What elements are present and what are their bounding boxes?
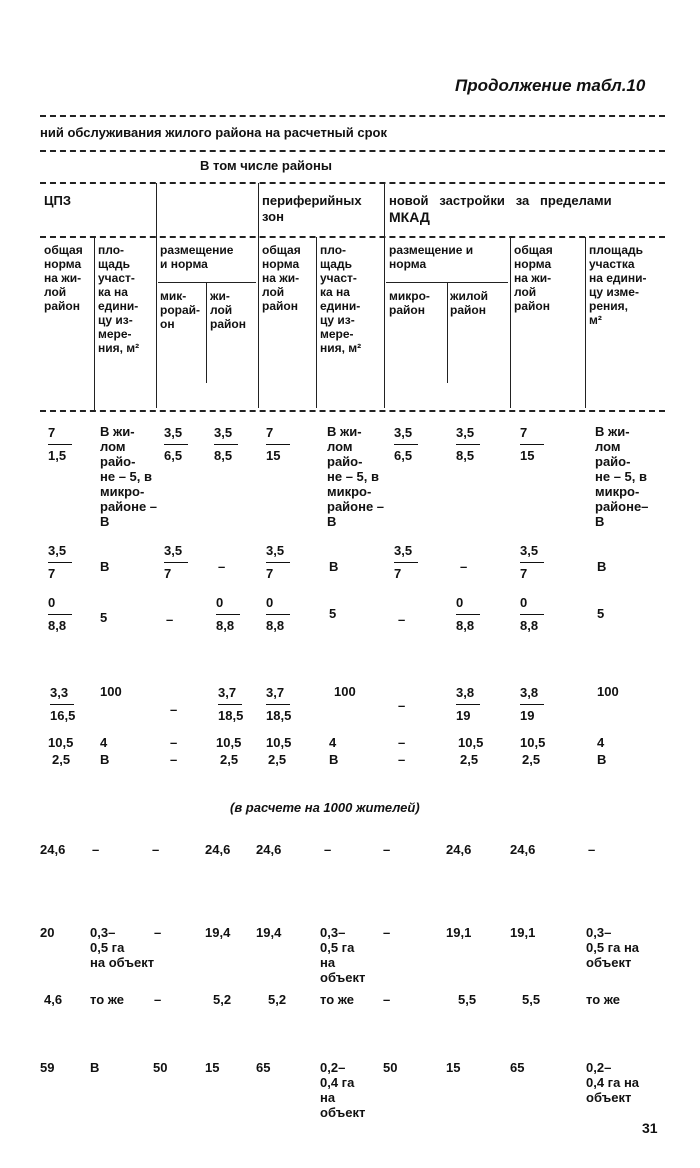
group-new-development: новой застройки за пределами (389, 193, 612, 208)
numerator: 0 (266, 595, 274, 610)
fraction-cell (48, 424, 72, 465)
col-header-area-per-unit: пло- щадь участ- ка на едини- цу из- мере- ния, м² (320, 243, 362, 355)
numerator: 3,7 (266, 685, 285, 700)
denominator: 15 (520, 448, 535, 463)
divider (40, 150, 665, 152)
table-cell: 19,1 (446, 925, 472, 940)
denominator: 8,8 (520, 618, 539, 633)
numerator: 7 (48, 425, 56, 440)
table-cell: – (460, 559, 468, 574)
column-rule (585, 237, 586, 408)
fraction-cell (266, 542, 290, 583)
table-cell: то же (320, 992, 355, 1007)
table-cell: 65 (256, 1060, 271, 1075)
table-cell: – (398, 752, 406, 767)
denominator: 7 (394, 566, 402, 581)
col-header-microdistrict: мик- рорай- он (160, 289, 201, 331)
table-cell: – (154, 992, 162, 1007)
table-cell: В (100, 752, 110, 767)
group-mkad: МКАД (389, 209, 430, 225)
table-caption: ний обслуживания жилого района на расчетный срок (40, 125, 387, 140)
denominator: 8,5 (214, 448, 233, 463)
table-cell: В (100, 559, 110, 574)
fraction-cell (164, 542, 188, 583)
denominator: 7 (164, 566, 172, 581)
denominator: 6,5 (394, 448, 413, 463)
denominator: 7 (520, 566, 528, 581)
divider (40, 236, 665, 238)
table-cell: 100 (334, 684, 356, 699)
denominator: 19 (456, 708, 471, 723)
numerator: 3,3 (50, 685, 69, 700)
table-cell: 2,5 (268, 752, 287, 767)
denominator: 8,5 (456, 448, 475, 463)
table-cell: – (170, 702, 178, 717)
table-cell: 2,5 (220, 752, 239, 767)
col-header-area-per-unit: пло- щадь участ- ка на едини- цу из- мере- ния, м² (98, 243, 140, 355)
table-cell: 5,2 (213, 992, 232, 1007)
table-cell: 100 (597, 684, 619, 699)
numerator: 3,5 (456, 425, 475, 440)
denominator: 8,8 (266, 618, 285, 633)
denominator: 7 (48, 566, 56, 581)
numerator: 0 (520, 595, 528, 610)
table-cell: 5,5 (522, 992, 541, 1007)
col-header-total-norm: общая норма на жи- лой район (262, 243, 301, 313)
column-rule (510, 237, 511, 408)
table-cell: 5 (100, 610, 108, 625)
table-cell: В (597, 559, 607, 574)
fraction-cell (394, 424, 418, 465)
table-cell: 65 (510, 1060, 525, 1075)
denominator: 8,8 (48, 618, 67, 633)
fraction-cell (456, 684, 480, 725)
table-cell: 4 (100, 735, 108, 750)
table-cell: то же (586, 992, 621, 1007)
column-rule (206, 283, 207, 383)
fraction-cell (520, 594, 544, 635)
table-cell: В жи- лом райо- не – 5, в микро- районе – В (327, 424, 385, 529)
table-cell: 24,6 (205, 842, 231, 857)
divider (40, 410, 665, 412)
col-header-area-per-unit: площадь участка на едини- цу изме- рения, м² (589, 243, 647, 327)
table-cell: 24,6 (446, 842, 472, 857)
denominator: 18,5 (266, 708, 292, 723)
fraction-cell (456, 594, 480, 635)
table-cell: – (383, 925, 391, 940)
page-number: 31 (642, 1120, 658, 1136)
table-cell: – (170, 735, 178, 750)
table-cell: 100 (100, 684, 122, 699)
numerator: 0 (48, 595, 56, 610)
table-cell: 10,5 (266, 735, 292, 750)
table-cell: В (329, 752, 339, 767)
numerator: 3,5 (164, 425, 183, 440)
fraction-cell (520, 424, 544, 465)
fraction-cell (520, 684, 544, 725)
table-cell: 5 (329, 606, 337, 621)
table-cell: В жи- лом райо- не – 5, в микро- районе– В (595, 424, 649, 529)
fraction-cell (214, 424, 238, 465)
table-cell: – (398, 612, 406, 627)
table-cell: 4,6 (44, 992, 63, 1007)
fraction-cell (48, 594, 72, 635)
table-cell: 0,2– 0,4 га на объект (320, 1060, 366, 1120)
table-cell: – (324, 842, 332, 857)
col-header-total-norm: общая норма на жи- лой район (44, 243, 83, 313)
fraction-cell (266, 684, 291, 725)
numerator: 3,7 (218, 685, 237, 700)
numerator: 3,5 (394, 543, 413, 558)
table-cell: 5,5 (458, 992, 477, 1007)
table-cell: 5 (597, 606, 605, 621)
subheader-rule (158, 282, 256, 283)
denominator: 19 (520, 708, 535, 723)
table-cell: 24,6 (40, 842, 66, 857)
denominator: 18,5 (218, 708, 244, 723)
table-cell: 4 (597, 735, 605, 750)
per-1000-residents-note: (в расчете на 1000 жителей) (230, 800, 420, 815)
fraction-cell (164, 424, 188, 465)
table-cell: – (398, 698, 406, 713)
table-cell: – (588, 842, 596, 857)
table-cell: 2,5 (522, 752, 541, 767)
table-cell: 50 (383, 1060, 398, 1075)
column-rule (94, 237, 95, 412)
group-cpz: ЦПЗ (44, 193, 71, 208)
table-cell: – (383, 842, 391, 857)
table-cell: 2,5 (460, 752, 479, 767)
column-rule (447, 283, 448, 383)
fraction-cell (266, 424, 290, 465)
table-cell: 20 (40, 925, 55, 940)
numerator: 3,5 (164, 543, 183, 558)
group-periphery: периферийных зон (262, 193, 362, 224)
table-cell: – (154, 925, 162, 940)
subheader-rule (386, 282, 508, 283)
table-cell: 19,4 (205, 925, 231, 940)
table-cell: – (152, 842, 160, 857)
denominator: 8,8 (456, 618, 475, 633)
table-cell: 10,5 (458, 735, 484, 750)
fraction-cell (216, 594, 240, 635)
divider (40, 182, 665, 184)
table-cell: 24,6 (510, 842, 536, 857)
table-cell: 10,5 (48, 735, 74, 750)
table-cell: 0,2– 0,4 га на объект (586, 1060, 640, 1105)
fraction-cell (50, 684, 75, 725)
numerator: 3,5 (48, 543, 67, 558)
col-header-microdistrict: микро- район (389, 289, 430, 317)
column-rule (384, 183, 385, 408)
numerator: 0 (456, 595, 464, 610)
fraction-cell (456, 424, 480, 465)
table-cell: 15 (446, 1060, 461, 1075)
numerator: 3,5 (214, 425, 233, 440)
table-cell: 0,3– 0,5 га на объект (320, 925, 366, 985)
column-rule (156, 183, 157, 408)
column-rule (316, 237, 317, 408)
col-header-residential-district: жилой район (450, 289, 489, 317)
denominator: 16,5 (50, 708, 76, 723)
table-cell: В (597, 752, 607, 767)
denominator: 8,8 (216, 618, 235, 633)
numerator: 3,8 (456, 685, 475, 700)
table-cell: В жи- лом райо- не – 5, в микро- районе – В (100, 424, 158, 529)
table-cell: – (398, 735, 406, 750)
table-cell: – (383, 992, 391, 1007)
fraction-cell (48, 542, 72, 583)
table-cell: 10,5 (216, 735, 242, 750)
numerator: 0 (216, 595, 224, 610)
table-cell: – (92, 842, 100, 857)
numerator: 3,5 (266, 543, 285, 558)
table-cell: – (166, 612, 174, 627)
table-cell: – (170, 752, 178, 767)
numerator: 7 (520, 425, 528, 440)
table-cell: 5,2 (268, 992, 287, 1007)
denominator: 7 (266, 566, 274, 581)
fraction-cell (266, 594, 290, 635)
table-cell: 50 (153, 1060, 168, 1075)
col-header-placement-norm: размещение и норма (389, 243, 474, 271)
table-continuation-title: Продолжение табл.10 (455, 76, 646, 95)
denominator: 15 (266, 448, 281, 463)
table-cell: В (329, 559, 339, 574)
table-cell: 19,4 (256, 925, 282, 940)
numerator: 3,8 (520, 685, 539, 700)
numerator: 3,5 (520, 543, 539, 558)
fraction-cell (218, 684, 243, 725)
table-cell: – (218, 559, 226, 574)
col-header-total-norm: общая норма на жи- лой район (514, 243, 553, 313)
fraction-cell (394, 542, 418, 583)
table-cell: 59 (40, 1060, 55, 1075)
denominator: 6,5 (164, 448, 183, 463)
table-cell: В (90, 1060, 100, 1075)
table-cell: 19,1 (510, 925, 536, 940)
table-cell: 4 (329, 735, 337, 750)
denominator: 1,5 (48, 448, 67, 463)
column-rule (258, 183, 259, 408)
table-subheader: В том числе районы (200, 158, 332, 173)
numerator: 7 (266, 425, 274, 440)
col-header-placement-norm: размещение и норма (160, 243, 234, 271)
table-cell: 10,5 (520, 735, 546, 750)
table-cell: 0,3– 0,5 га на объект (90, 925, 155, 970)
table-cell: 2,5 (52, 752, 71, 767)
divider (40, 115, 665, 117)
numerator: 3,5 (394, 425, 413, 440)
fraction-cell (520, 542, 544, 583)
table-cell: 0,3– 0,5 га на объект (586, 925, 640, 970)
table-cell: 15 (205, 1060, 220, 1075)
table-cell: 24,6 (256, 842, 282, 857)
col-header-residential-district: жи- лой район (210, 289, 246, 331)
table-cell: то же (90, 992, 125, 1007)
